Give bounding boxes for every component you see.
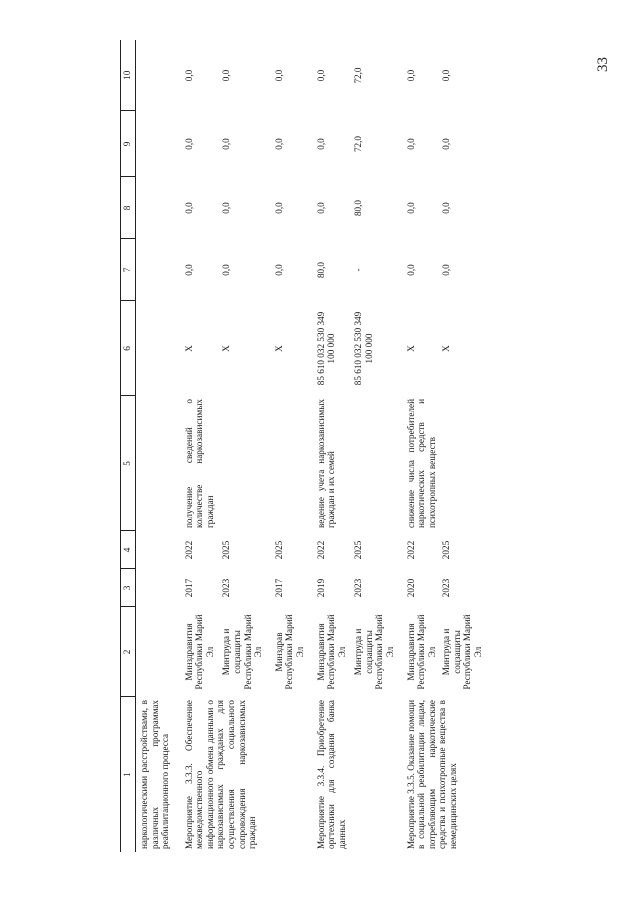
value-10: 0,0 xyxy=(405,69,416,82)
value-10: 0,0 xyxy=(315,69,326,82)
table-row xyxy=(306,40,348,852)
value-7: 0,0 xyxy=(183,264,194,276)
value-8: 0,0 xyxy=(273,202,284,214)
value-10: 72,0 xyxy=(353,67,364,84)
value-10: 0,0 xyxy=(183,69,194,82)
start-year: 2023 xyxy=(353,578,364,598)
start-year: 2023 xyxy=(221,578,232,598)
value-8: 80,0 xyxy=(353,199,364,217)
value-10: 0,0 xyxy=(441,69,452,82)
start-year: 2023 xyxy=(441,578,452,598)
end-year: 2022 xyxy=(315,540,326,560)
col-header-9: 9 xyxy=(121,111,136,177)
measure-3-3-5-result: снижение числа потребителей наркотических средств и психотропных веществ xyxy=(405,399,437,528)
end-year: 2025 xyxy=(221,540,232,560)
measure-3-3-4-title: Мероприятие 3.3.4. Приобретение оргтехники для создания банка данных xyxy=(315,700,347,849)
page-number: 33 xyxy=(595,57,611,72)
value-8: 0,0 xyxy=(221,202,232,214)
budget-code: 85 610 032 530 349 100 000 xyxy=(315,311,337,386)
measure-3-3-3-title: Мероприятие 3.3.3. Обеспечение межведомственного информационного обмена данными о наркозависимых гражданах для осуществления социального сопровождения наркозависимых граждан xyxy=(183,700,258,849)
rotated-table-page xyxy=(120,40,600,852)
start-year: 2019 xyxy=(315,578,326,598)
table-row xyxy=(181,40,216,852)
value-9: 0,0 xyxy=(405,138,416,150)
start-year: 2017 xyxy=(183,578,194,598)
col-header-5: 5 xyxy=(121,396,136,531)
col-header-3: 3 xyxy=(121,569,136,607)
org-cell: Минтруда и соцзащиты Республики Марий Эл xyxy=(353,614,395,690)
budget-code: Х xyxy=(183,345,194,352)
value-9: 0,0 xyxy=(273,138,284,150)
value-8: 0,0 xyxy=(183,202,194,214)
end-year: 2025 xyxy=(353,540,364,560)
value-9: 72,0 xyxy=(353,135,364,153)
org-cell: Минздравития Республики Марий Эл xyxy=(405,614,437,690)
budget-code: Х xyxy=(273,345,284,352)
value-7: 0,0 xyxy=(405,264,416,276)
value-7: 0,0 xyxy=(441,264,452,276)
value-9: 0,0 xyxy=(221,138,232,150)
value-10: 0,0 xyxy=(273,69,284,82)
org-cell: Минздравития Республики Марий Эл xyxy=(183,614,215,690)
program-table xyxy=(120,40,484,852)
budget-code: 85 610 032 530 349 100 000 xyxy=(353,311,374,386)
start-year: 2017 xyxy=(273,578,284,598)
col-header-10: 10 xyxy=(121,40,136,111)
col-header-6: 6 xyxy=(121,301,136,396)
col-header-2: 2 xyxy=(121,607,136,697)
budget-code: Х xyxy=(441,345,452,352)
budget-code: Х xyxy=(221,345,232,352)
org-cell: Минздравития Республики Марий Эл xyxy=(315,614,347,690)
measure-3-3-4-result: ведение учета наркозависимых граждан и их семей xyxy=(315,399,337,528)
value-7: - xyxy=(353,268,364,272)
value-7: 0,0 xyxy=(221,264,232,276)
table-row xyxy=(396,40,438,852)
col-header-7: 7 xyxy=(121,239,136,301)
value-9: 0,0 xyxy=(315,138,326,150)
col-header-4: 4 xyxy=(121,531,136,569)
end-year: 2022 xyxy=(183,540,194,560)
org-cell: Минтруда и соцзащиты Республики Марий Эл xyxy=(221,614,264,690)
value-7: 80,0 xyxy=(315,261,326,279)
intro-row xyxy=(136,40,181,852)
value-7: 0,0 xyxy=(273,264,284,276)
intro-text: наркологическими расстройствами, в различных программах реабилитационного процесса xyxy=(139,700,171,849)
header-row xyxy=(121,40,136,852)
col-header-1: 1 xyxy=(121,697,136,852)
value-8: 0,0 xyxy=(315,202,326,214)
start-year: 2020 xyxy=(405,578,416,598)
measure-3-3-5-title: Мероприятие 3.3.5. Оказание помощи в социальной реабилитации лицам, потребляющим наркотические средства и психотропные вещества в немедицинских целях xyxy=(405,700,458,849)
value-9: 0,0 xyxy=(441,138,452,150)
value-8: 0,0 xyxy=(441,202,452,214)
value-8: 0,0 xyxy=(405,202,416,214)
value-9: 0,0 xyxy=(183,138,194,150)
budget-code: Х xyxy=(405,345,416,352)
value-10: 0,0 xyxy=(221,69,232,82)
measure-3-3-3-result: получение сведений о количестве наркозависимых граждан xyxy=(183,399,215,528)
end-year: 2022 xyxy=(405,540,416,560)
org-cell: Минтруда и соцзащиты Республики Марий Эл xyxy=(441,614,484,690)
col-header-8: 8 xyxy=(121,177,136,239)
org-cell: Минздрав Республики Марий Эл xyxy=(273,614,305,690)
end-year: 2025 xyxy=(441,540,452,560)
end-year: 2025 xyxy=(273,540,284,560)
